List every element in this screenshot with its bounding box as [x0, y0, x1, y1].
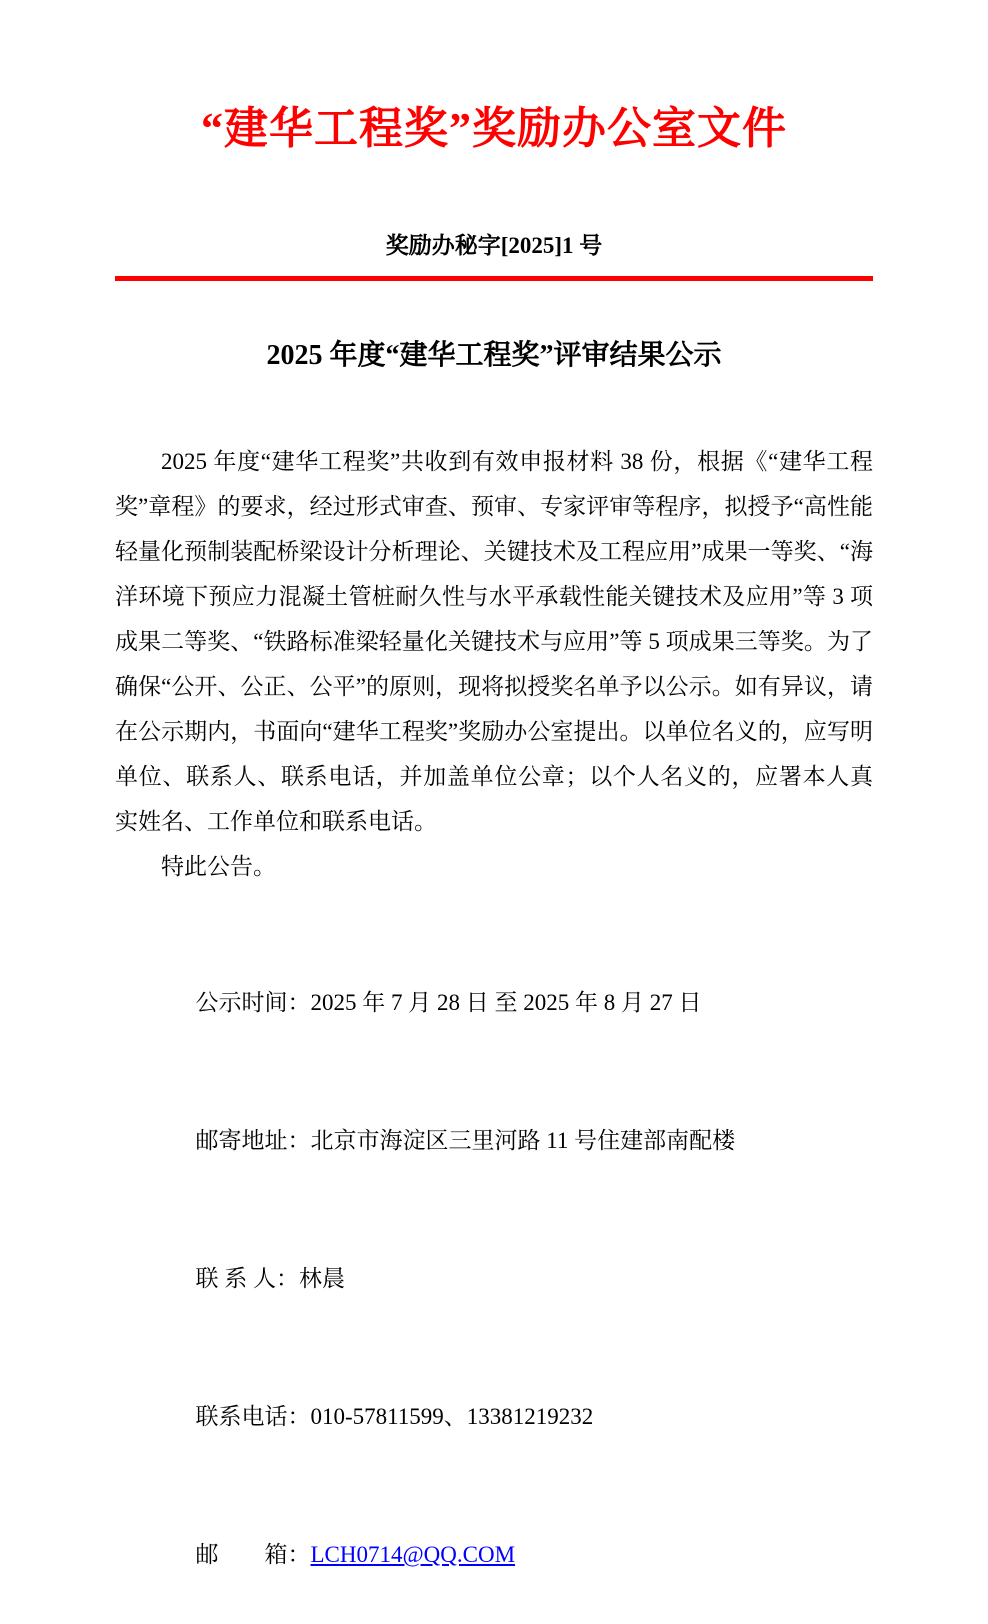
email-label: 邮 箱：: [195, 1542, 311, 1567]
letterhead-title: “建华工程奖”奖励办公室文件: [201, 104, 787, 153]
contact-person-label: 联 系 人：: [195, 1266, 299, 1291]
mailing-address-value: 北京市海淀区三里河路 11 号住建部南配楼: [310, 1128, 736, 1153]
notice-title: 2025 年度“建华工程奖”评审结果公示: [266, 340, 722, 371]
contact-row-phone: [161, 1348, 873, 1486]
email-link[interactable]: LCH0714@QQ.COM: [310, 1542, 516, 1567]
contact-row-email: [161, 1486, 873, 1624]
contact-row-mailing-address: [161, 1072, 873, 1210]
contact-row-contact-person: [161, 1210, 873, 1348]
publicity-period-value: 2025 年 7 月 28 日 至 2025 年 8 月 27 日: [310, 990, 702, 1015]
contact-block: [115, 934, 873, 1624]
notice-closing: 特此公告。: [161, 854, 276, 879]
red-divider-line: [115, 276, 873, 281]
contact-row-publicity-period: [161, 934, 873, 1072]
publicity-period-label: 公示时间：: [195, 990, 311, 1015]
contact-person-value: 林晨: [299, 1266, 345, 1291]
mailing-address-label: 邮寄地址：: [195, 1128, 311, 1153]
doc-number: 奖励办秘字[2025]1 号: [385, 233, 603, 258]
phone-label: 联系电话：: [195, 1404, 311, 1429]
notice-body-paragraph: 2025 年度“建华工程奖”共收到有效申报材料 38 份，根据《“建华工程奖”章程》的要求，经过形式审查、预审、专家评审等程序，拟授予“高性能轻量化预制装配桥梁设计分析理论、关键技术及工程应用”成果一等奖、“海洋环境下预应力混凝土管桩耐久性与水平承载性能关键技术及应用”等 3 项成果二等奖、“铁路标准梁轻量化关键技术与应用”等 5 项成果三等奖。为了确保“公开、公正、公平”的原则，现将拟授奖名单予以公示。如有异议，请在公示期内，书面向“建华工程奖”奖励办公室提出。以单位名义的，应写明单位、联系人、联系电话，并加盖单位公章；以个人名义的，应署本人真实姓名、工作单位和联系电话。: [115, 449, 873, 834]
phone-value: 010-57811599、13381219232: [310, 1404, 594, 1429]
